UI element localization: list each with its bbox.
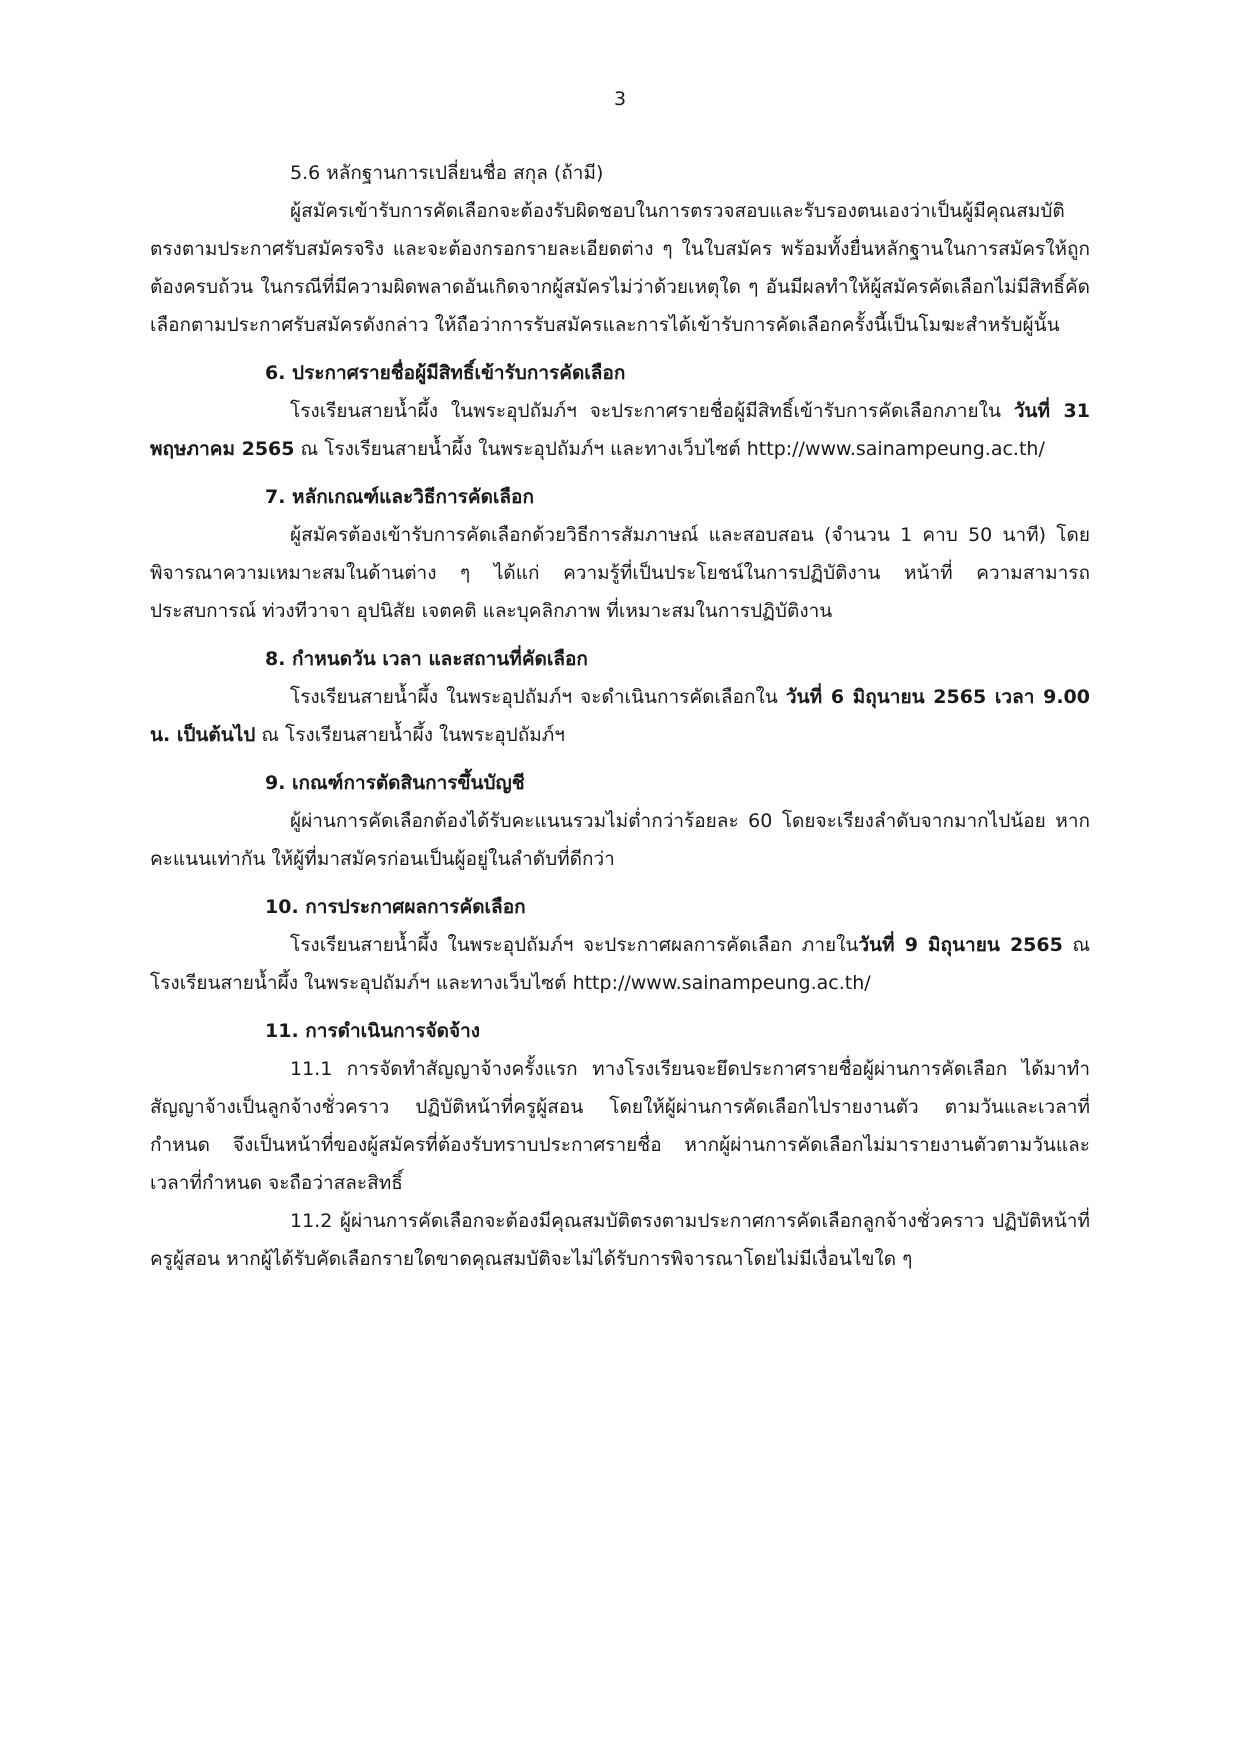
section-5-paragraph: ผู้สมัครเข้ารับการคัดเลือกจะต้องรับผิดชอบในการตรวจสอบและรับรองตนเองว่าเป็นผู้มีคุณสมบัติตรงตามประกาศรับสมัครจริง และจะต้องกรอกรายละเอียดต่าง ๆ ในใบสมัคร พร้อมทั้งยื่นหลักฐานในการสมัครให้ถูกต้องครบถ้วน ในกรณีที่มีความผิดพลาดอันเกิดจากผู้สมัครไม่ว่าด้วยเหตุใด ๆ อันมีผลทำให้ผู้สมัครคัดเลือกไม่มีสิทธิ์คัดเลือกตามประกาศรับสมัครดังกล่าว ให้ถือว่าการรับสมัครและการได้เข้ารับการคัดเลือกครั้งนี้เป็นโมฆะสำหรับผู้นั้น xyxy=(150,200,1090,336)
section-8-paragraph: โรงเรียนสายน้ำผึ้ง ในพระอุปถัมภ์ฯ จะดำเนินการคัดเลือกใน วันที่ 6 มิถุนายน 2565 เวลา 9.00 น. เป็นต้นไป ณ โรงเรียนสายน้ำผึ้ง ในพระอุปถัมภ์ฯ xyxy=(150,686,1090,746)
section-10-paragraph: โรงเรียนสายน้ำผึ้ง ในพระอุปถัมภ์ฯ จะประกาศผลการคัดเลือก ภายในวันที่ 9 มิถุนายน 2565 ณ โรงเรียนสายน้ำผึ้ง ในพระอุปถัมภ์ฯ และทางเว็บไซต์ http://www.sainampeung.ac.th/ xyxy=(150,934,1091,994)
item-5-6: 5.6 หลักฐานการเปลี่ยนชื่อ สกุล (ถ้ามี) xyxy=(290,162,604,184)
item-11-2: 11.2 ผู้ผ่านการคัดเลือกจะต้องมีคุณสมบัติตรงตามประกาศการคัดเลือกลูกจ้างชั่วคราว ปฏิบัติหน้าที่ครูผู้สอน หากผู้ได้รับคัดเลือกรายใดขาดคุณสมบัติจะไม่ได้รับการพิจารณาโดยไม่มีเงื่อนไขใด ๆ xyxy=(150,1210,1090,1270)
heading-section-11: 11. การดำเนินการจัดจ้าง xyxy=(265,1020,481,1042)
section-7-paragraph: ผู้สมัครต้องเข้ารับการคัดเลือกด้วยวิธีการสัมภาษณ์ และสอบสอน (จำนวน 1 คาบ 50 นาที) โดยพิจารณาความเหมาะสมในด้านต่าง ๆ ได้แก่ ความรู้ที่เป็นประโยชน์ในการปฏิบัติงาน หน้าที่ ความสามารถ ประสบการณ์ ท่วงทีวาจา อุปนิสัย เจตคติ และบุคลิกภาพ ที่เหมาะสมในการปฏิบัติงาน xyxy=(150,524,1090,622)
heading-section-9: 9. เกณฑ์การตัดสินการขึ้นบัญชี xyxy=(265,772,525,794)
section-6-paragraph: โรงเรียนสายน้ำผึ้ง ในพระอุปถัมภ์ฯ จะประกาศรายชื่อผู้มีสิทธิ์เข้ารับการคัดเลือกภายใน วันที่ 31 พฤษภาคม 2565 ณ โรงเรียนสายน้ำผึ้ง ในพระอุปถัมภ์ฯ และทางเว็บไซต์ http://www.sainampeung.ac.th/ xyxy=(150,400,1090,460)
heading-section-10: 10. การประกาศผลการคัดเลือก xyxy=(265,896,526,918)
document-page xyxy=(150,80,1090,1278)
section-8-date: วันที่ 6 มิถุนายน 2565 เวลา 9.00 น. เป็นต้นไป xyxy=(150,686,1090,746)
heading-section-8: 8. กำหนดวัน เวลา และสถานที่คัดเลือก xyxy=(265,648,588,670)
section-6-date: วันที่ 31 พฤษภาคม 2565 xyxy=(150,400,1090,460)
item-11-1: 11.1 การจัดทำสัญญาจ้างครั้งแรก ทางโรงเรียนจะยึดประกาศรายชื่อผู้ผ่านการคัดเลือก ได้มาทำสัญญาจ้างเป็นลูกจ้างชั่วคราว ปฏิบัติหน้าที่ครูผู้สอน โดยให้ผู้ผ่านการคัดเลือกไปรายงานตัว ตามวันและเวลาที่กำหนด จึงเป็นหน้าที่ของผู้สมัครที่ต้องรับทราบประกาศรายชื่อ หากผู้ผ่านการคัดเลือกไม่มารายงานตัวตามวันและเวลาที่กำหนด จะถือว่าสละสิทธิ์ xyxy=(150,1058,1090,1194)
page-number: 3 xyxy=(613,88,627,110)
section-9-paragraph: ผู้ผ่านการคัดเลือกต้องได้รับคะแนนรวมไม่ต่ำกว่าร้อยละ 60 โดยจะเรียงลำดับจากมากไปน้อย หากคะแนนเท่ากัน ให้ผู้ที่มาสมัครก่อนเป็นผู้อยู่ในลำดับที่ดีกว่า xyxy=(150,810,1090,870)
heading-section-7: 7. หลักเกณฑ์และวิธีการคัดเลือก xyxy=(265,486,534,508)
heading-section-6: 6. ประกาศรายชื่อผู้มีสิทธิ์เข้ารับการคัดเลือก xyxy=(265,362,626,384)
section-10-date: วันที่ 9 มิถุนายน 2565 xyxy=(858,934,1063,956)
